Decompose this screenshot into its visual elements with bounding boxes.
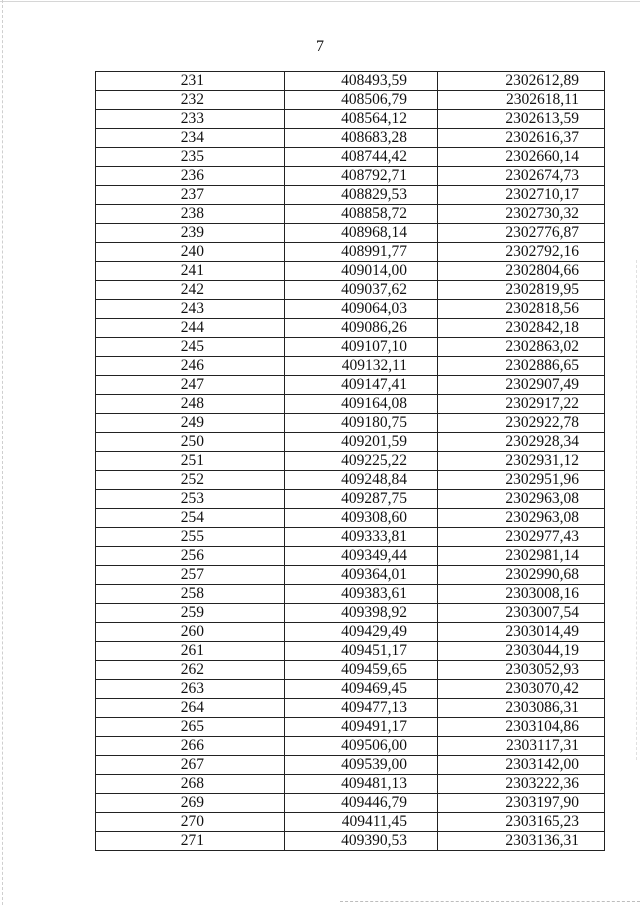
point-number-cell: 258 [96, 585, 285, 604]
table-row [96, 205, 605, 224]
point-number-cell: 270 [96, 813, 285, 832]
x-coordinate-cell: 409308,60 [285, 509, 438, 528]
y-coordinate-cell: 2302931,12 [438, 452, 605, 471]
point-number-cell: 262 [96, 661, 285, 680]
table-row [96, 167, 605, 186]
y-coordinate-cell: 2303070,42 [438, 680, 605, 699]
y-coordinate-cell: 2302674,73 [438, 167, 605, 186]
table-row [96, 585, 605, 604]
y-coordinate-cell: 2302951,96 [438, 471, 605, 490]
point-number-cell: 271 [96, 832, 285, 851]
point-number-cell: 265 [96, 718, 285, 737]
point-number-cell: 245 [96, 338, 285, 357]
x-coordinate-cell: 409451,17 [285, 642, 438, 661]
x-coordinate-cell: 409539,00 [285, 756, 438, 775]
table-row [96, 281, 605, 300]
x-coordinate-cell: 409506,00 [285, 737, 438, 756]
y-coordinate-cell: 2303086,31 [438, 699, 605, 718]
x-coordinate-cell: 409383,61 [285, 585, 438, 604]
point-number-cell: 239 [96, 224, 285, 243]
point-number-cell: 250 [96, 433, 285, 452]
table-row [96, 509, 605, 528]
point-number-cell: 238 [96, 205, 285, 224]
y-coordinate-cell: 2303117,31 [438, 737, 605, 756]
table-row [96, 243, 605, 262]
table-row [96, 794, 605, 813]
x-coordinate-cell: 409164,08 [285, 395, 438, 414]
x-coordinate-cell: 409469,45 [285, 680, 438, 699]
table-row [96, 262, 605, 281]
x-coordinate-cell: 409481,13 [285, 775, 438, 794]
table-row [96, 224, 605, 243]
y-coordinate-cell: 2302710,17 [438, 186, 605, 205]
x-coordinate-cell: 408493,59 [285, 72, 438, 91]
y-coordinate-cell: 2302963,08 [438, 509, 605, 528]
table-row [96, 91, 605, 110]
x-coordinate-cell: 409037,62 [285, 281, 438, 300]
y-coordinate-cell: 2303136,31 [438, 832, 605, 851]
point-number-cell: 251 [96, 452, 285, 471]
point-number-cell: 247 [96, 376, 285, 395]
scan-edge-left [2, 0, 3, 905]
point-number-cell: 236 [96, 167, 285, 186]
x-coordinate-cell: 409086,26 [285, 319, 438, 338]
x-coordinate-cell: 409349,44 [285, 547, 438, 566]
table-row [96, 604, 605, 623]
x-coordinate-cell: 409333,81 [285, 528, 438, 547]
table-row [96, 832, 605, 851]
y-coordinate-cell: 2302981,14 [438, 547, 605, 566]
x-coordinate-cell: 408858,72 [285, 205, 438, 224]
point-number-cell: 235 [96, 148, 285, 167]
table-row [96, 718, 605, 737]
y-coordinate-cell: 2302612,89 [438, 72, 605, 91]
page-number: 7 [316, 38, 324, 55]
table-row [96, 72, 605, 91]
x-coordinate-cell: 408829,53 [285, 186, 438, 205]
point-number-cell: 233 [96, 110, 285, 129]
table-row [96, 756, 605, 775]
point-number-cell: 232 [96, 91, 285, 110]
table-row [96, 737, 605, 756]
point-number-cell: 269 [96, 794, 285, 813]
y-coordinate-cell: 2303104,86 [438, 718, 605, 737]
y-coordinate-cell: 2303007,54 [438, 604, 605, 623]
point-number-cell: 266 [96, 737, 285, 756]
x-coordinate-cell: 408564,12 [285, 110, 438, 129]
point-number-cell: 252 [96, 471, 285, 490]
table-row [96, 680, 605, 699]
scan-edge-right [636, 260, 637, 760]
coordinates-table-body [96, 72, 605, 851]
y-coordinate-cell: 2302776,87 [438, 224, 605, 243]
table-row [96, 452, 605, 471]
table-row [96, 148, 605, 167]
y-coordinate-cell: 2302886,65 [438, 357, 605, 376]
y-coordinate-cell: 2303008,16 [438, 585, 605, 604]
scan-edge-bottom [340, 901, 640, 902]
point-number-cell: 255 [96, 528, 285, 547]
table-row [96, 490, 605, 509]
coordinates-table [95, 71, 605, 851]
table-row [96, 357, 605, 376]
point-number-cell: 256 [96, 547, 285, 566]
y-coordinate-cell: 2302990,68 [438, 566, 605, 585]
point-number-cell: 237 [96, 186, 285, 205]
y-coordinate-cell: 2303014,49 [438, 623, 605, 642]
y-coordinate-cell: 2302922,78 [438, 414, 605, 433]
x-coordinate-cell: 409491,17 [285, 718, 438, 737]
y-coordinate-cell: 2303142,00 [438, 756, 605, 775]
y-coordinate-cell: 2302804,66 [438, 262, 605, 281]
table-row [96, 699, 605, 718]
point-number-cell: 263 [96, 680, 285, 699]
table-row [96, 813, 605, 832]
point-number-cell: 246 [96, 357, 285, 376]
point-number-cell: 259 [96, 604, 285, 623]
y-coordinate-cell: 2303165,23 [438, 813, 605, 832]
table-row [96, 642, 605, 661]
point-number-cell: 253 [96, 490, 285, 509]
y-coordinate-cell: 2302818,56 [438, 300, 605, 319]
table-row [96, 775, 605, 794]
point-number-cell: 260 [96, 623, 285, 642]
table-row [96, 319, 605, 338]
y-coordinate-cell: 2303052,93 [438, 661, 605, 680]
point-number-cell: 243 [96, 300, 285, 319]
y-coordinate-cell: 2302977,43 [438, 528, 605, 547]
table-row [96, 376, 605, 395]
table-row [96, 547, 605, 566]
table-row [96, 110, 605, 129]
y-coordinate-cell: 2302792,16 [438, 243, 605, 262]
x-coordinate-cell: 409225,22 [285, 452, 438, 471]
x-coordinate-cell: 409398,92 [285, 604, 438, 623]
point-number-cell: 257 [96, 566, 285, 585]
point-number-cell: 254 [96, 509, 285, 528]
point-number-cell: 249 [96, 414, 285, 433]
y-coordinate-cell: 2302660,14 [438, 148, 605, 167]
y-coordinate-cell: 2302616,37 [438, 129, 605, 148]
point-number-cell: 248 [96, 395, 285, 414]
x-coordinate-cell: 409364,01 [285, 566, 438, 585]
point-number-cell: 267 [96, 756, 285, 775]
x-coordinate-cell: 408744,42 [285, 148, 438, 167]
x-coordinate-cell: 408792,71 [285, 167, 438, 186]
table-row [96, 623, 605, 642]
y-coordinate-cell: 2303222,36 [438, 775, 605, 794]
y-coordinate-cell: 2302963,08 [438, 490, 605, 509]
table-row [96, 300, 605, 319]
x-coordinate-cell: 409147,41 [285, 376, 438, 395]
point-number-cell: 240 [96, 243, 285, 262]
y-coordinate-cell: 2302917,22 [438, 395, 605, 414]
x-coordinate-cell: 409201,59 [285, 433, 438, 452]
x-coordinate-cell: 409446,79 [285, 794, 438, 813]
x-coordinate-cell: 409287,75 [285, 490, 438, 509]
scan-edge-top [0, 1, 640, 2]
y-coordinate-cell: 2302730,32 [438, 205, 605, 224]
y-coordinate-cell: 2302819,95 [438, 281, 605, 300]
table-row [96, 186, 605, 205]
x-coordinate-cell: 409248,84 [285, 471, 438, 490]
point-number-cell: 244 [96, 319, 285, 338]
point-number-cell: 241 [96, 262, 285, 281]
point-number-cell: 264 [96, 699, 285, 718]
point-number-cell: 231 [96, 72, 285, 91]
y-coordinate-cell: 2302907,49 [438, 376, 605, 395]
point-number-cell: 242 [96, 281, 285, 300]
point-number-cell: 268 [96, 775, 285, 794]
x-coordinate-cell: 409429,49 [285, 623, 438, 642]
point-number-cell: 234 [96, 129, 285, 148]
x-coordinate-cell: 409411,45 [285, 813, 438, 832]
x-coordinate-cell: 409014,00 [285, 262, 438, 281]
table-row [96, 338, 605, 357]
x-coordinate-cell: 409132,11 [285, 357, 438, 376]
x-coordinate-cell: 409107,10 [285, 338, 438, 357]
x-coordinate-cell: 408683,28 [285, 129, 438, 148]
table-row [96, 661, 605, 680]
x-coordinate-cell: 409064,03 [285, 300, 438, 319]
table-row [96, 129, 605, 148]
y-coordinate-cell: 2303044,19 [438, 642, 605, 661]
point-number-cell: 261 [96, 642, 285, 661]
table-row [96, 566, 605, 585]
table-row [96, 395, 605, 414]
x-coordinate-cell: 408968,14 [285, 224, 438, 243]
table-row [96, 471, 605, 490]
x-coordinate-cell: 408506,79 [285, 91, 438, 110]
x-coordinate-cell: 409477,13 [285, 699, 438, 718]
y-coordinate-cell: 2302928,34 [438, 433, 605, 452]
table-row [96, 433, 605, 452]
x-coordinate-cell: 409390,53 [285, 832, 438, 851]
table-row [96, 414, 605, 433]
x-coordinate-cell: 409459,65 [285, 661, 438, 680]
table-row [96, 528, 605, 547]
y-coordinate-cell: 2302618,11 [438, 91, 605, 110]
y-coordinate-cell: 2302842,18 [438, 319, 605, 338]
y-coordinate-cell: 2302863,02 [438, 338, 605, 357]
x-coordinate-cell: 408991,77 [285, 243, 438, 262]
y-coordinate-cell: 2303197,90 [438, 794, 605, 813]
x-coordinate-cell: 409180,75 [285, 414, 438, 433]
y-coordinate-cell: 2302613,59 [438, 110, 605, 129]
